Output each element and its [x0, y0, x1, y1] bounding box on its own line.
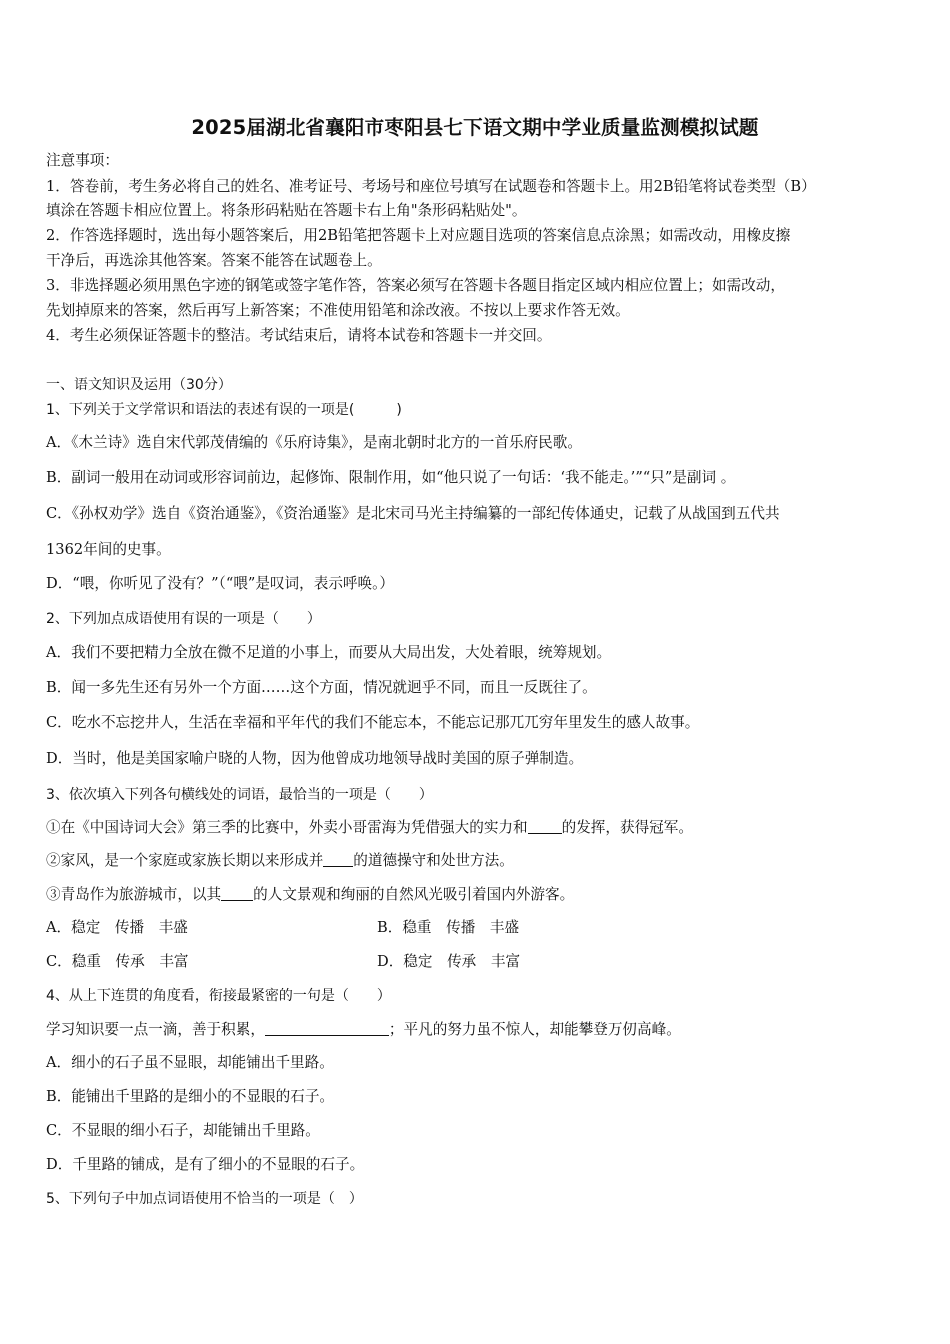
page-title: 2025届湖北省襄阳市枣阳县七下语文期中学业质量监测模拟试题 [191, 116, 759, 139]
q1-option-b: B．副词一般用在动词或形容词前边，起修饰、限制作用，如“他只说了一句话：‘我不能走。’”“只”是副词 。 [46, 469, 736, 486]
q1-option-d: D．“喂，你听见了没有？”（“喂”是叹词，表示呼唤。） [46, 575, 395, 592]
q1-option-c-cont: 1362年间的史事。 [46, 541, 171, 558]
notice-heading: 注意事项： [46, 152, 119, 169]
q3-s1-part2: 的发挥，获得冠军。 [561, 819, 693, 836]
section-heading: 一、语文知识及运用（30分） [46, 377, 232, 393]
q4-option-d: D．千里路的铺成，是有了细小的不显眼的石子。 [46, 1156, 365, 1173]
q3-s2-part1: ②家风，是一个家庭或家族长期以来形成并 [46, 852, 324, 869]
q3-sentence-1 [46, 818, 693, 838]
q4-option-b: B．能铺出千里路的是细小的不显眼的石子。 [46, 1088, 335, 1105]
notice-line: 先划掉原来的答案，然后再写上新答案；不准使用铅笔和涂改液。不按以上要求作答无效。 [46, 302, 630, 319]
q2-option-d: D．当时，他是美国家喻户晓的人物，因为他曾成功地领导战时美国的原子弹制造。 [46, 750, 584, 767]
q3-s2-part2: 的道德操守和处世方法。 [353, 852, 514, 869]
blank-line [265, 1020, 389, 1036]
q1-option-a: A．《木兰诗》选自宋代郭茂倩编的《乐府诗集》，是南北朝时北方的一首乐府民歌。 [46, 434, 582, 451]
q3-option-c: C．稳重 传承 丰富 [46, 953, 189, 970]
blank-line [221, 885, 253, 901]
q3-option-a: A．稳定 传播 丰盛 [46, 919, 188, 936]
q4-s-part2: ；平凡的努力虽不惊人，却能攀登万仞高峰。 [388, 1021, 681, 1038]
q3-s1-part1: ①在《中国诗词大会》第三季的比赛中，外卖小哥雷海为凭借强大的实力和 [46, 819, 528, 836]
q2-option-b: B．闻一多先生还有另外一个方面……这个方面，情况就迥乎不同，而且一反既往了。 [46, 679, 597, 696]
notice-line: 干净后，再选涂其他答案。答案不能答在试题卷上。 [46, 252, 382, 269]
q1-option-c: C．《孙权劝学》选自《资治通鉴》，《资治通鉴》是北宋司马光主持编纂的一部纪传体通史，记载了从战国到五代共 [46, 505, 780, 522]
question-5-stem: 5、下列句子中加点词语使用不恰当的一项是（ ） [46, 1191, 363, 1207]
q3-s3-part1: ③青岛作为旅游城市，以其 [46, 886, 222, 903]
q4-s-part1: 学习知识要一点一滴，善于积累， [46, 1021, 265, 1038]
question-3-stem: 3、依次填入下列各句横线处的词语，最恰当的一项是（ ） [46, 787, 433, 803]
q3-sentence-3 [46, 885, 574, 905]
question-1-stem: 1、下列关于文学常识和语法的表述有误的一项是( ) [46, 402, 402, 418]
q4-option-c: C．不显眼的细小石子，却能铺出千里路。 [46, 1122, 320, 1139]
notice-line: 1．答卷前，考生务必将自己的姓名、准考证号、考场号和座位号填写在试题卷和答题卡上。用2B铅笔将试卷类型（B） [46, 178, 816, 195]
q2-option-c: C．吃水不忘挖井人，生活在幸福和平年代的我们不能忘本，不能忘记那兀兀穷年里发生的感人故事。 [46, 714, 700, 731]
question-2-stem: 2、下列加点成语使用有误的一项是（ ） [46, 611, 321, 627]
q3-sentence-2 [46, 851, 514, 871]
q3-option-b: B．稳重 传播 丰盛 [377, 919, 520, 936]
blank-line [528, 818, 562, 834]
q3-s3-part2: 的人文景观和绚丽的自然风光吸引着国内外游客。 [253, 886, 575, 903]
q2-option-a: A．我们不要把精力全放在微不足道的小事上，而要从大局出发，大处着眼，统筹规划。 [46, 644, 612, 661]
notice-line: 填涂在答题卡相应位置上。将条形码粘贴在答题卡右上角"条形码粘贴处"。 [46, 202, 527, 219]
notice-line: 2．作答选择题时，选出每小题答案后，用2B铅笔把答题卡上对应题目选项的答案信息点涂黑；如需改动，用橡皮擦 [46, 227, 791, 244]
blank-line [323, 851, 353, 867]
q4-sentence [46, 1020, 681, 1040]
q4-option-a: A．细小的石子虽不显眼，却能铺出千里路。 [46, 1054, 334, 1071]
question-4-stem: 4、从上下连贯的角度看，衔接最紧密的一句是（ ） [46, 988, 391, 1004]
notice-line: 3．非选择题必须用黑色字迹的钢笔或签字笔作答，答案必须写在答题卡各题目指定区域内相应位置上；如需改动， [46, 277, 785, 294]
q3-option-d: D．稳定 传承 丰富 [377, 953, 521, 970]
notice-line: 4．考生必须保证答题卡的整洁。考试结束后，请将本试卷和答题卡一并交回。 [46, 327, 552, 344]
